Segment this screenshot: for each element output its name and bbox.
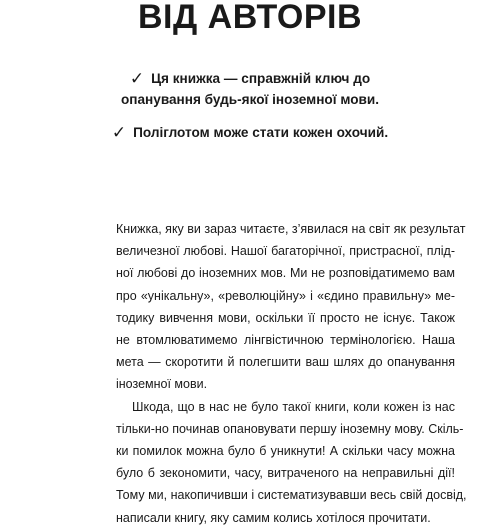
- text-line: ної любові до іноземних мов. Ми не розповідатимемо вам: [116, 266, 455, 281]
- text-line: величезної любові. Нашої багаторічної, пристрасної, плід-: [116, 244, 455, 259]
- key-point-text: Ця книжка — справжній ключ до: [151, 71, 371, 86]
- key-point-1: [0, 68, 500, 110]
- key-point-line: [0, 122, 500, 143]
- text-line: Тому ми, накопичивши і систематизувавши весь свій досвід,: [116, 488, 467, 503]
- body-text: [116, 218, 467, 529]
- text-line: Шкода, що в нас не було такої книги, коли кожен із нас: [132, 399, 455, 414]
- page-title: ВІД АВТОРІВ: [137, 0, 363, 36]
- key-point-text: Поліглотом може стати кожен охочий.: [133, 125, 389, 140]
- key-points: [0, 68, 500, 143]
- key-point-2: [0, 122, 500, 143]
- text-line: написали книгу, яку самим колись хотілося прочитати.: [116, 510, 431, 525]
- key-point-line: [0, 68, 500, 89]
- paragraph-1: [116, 218, 466, 396]
- text-line: не втомлюватимемо лінгвістичною термінологією. Наша: [116, 333, 455, 348]
- check-icon: ✓: [129, 69, 145, 88]
- check-icon: ✓: [111, 123, 127, 142]
- text-line: тільки-но починав опановувати першу іноземну мову. Скіль-: [116, 421, 464, 436]
- text-line: ки помилок можна було б уникнути! А скільки часу можна: [116, 444, 455, 459]
- text-line: Книжка, яку ви зараз читаєте, з’явилася на світ як результат: [116, 222, 466, 236]
- text-line: іноземної мови.: [116, 377, 208, 392]
- paragraph-2: [116, 396, 467, 529]
- key-point-line: опанування будь-якої іноземної мови.: [120, 92, 380, 107]
- text-line: тодику вивчення мови, оскільки її просто не існує. Також: [116, 310, 455, 325]
- text-line: мета — скоротити й полегшити ваш шлях до опанування: [116, 355, 455, 370]
- text-line: про «унікальну», «революційну» і «єдино правильну» ме-: [116, 288, 455, 303]
- text-line: було б зекономити, часу, витраченого на неправильні дії!: [116, 466, 455, 481]
